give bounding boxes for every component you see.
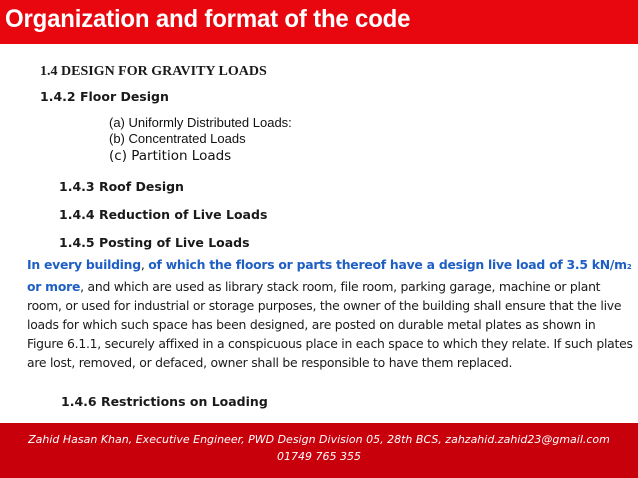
para-rest: , and which are used as library stack room, file room, parking garage, machine or plant room, or used for industrial or storage purposes, the owner of the building shall ensure that the live loads for which such space has been designed, are posted on durable metal plates as shown in Figure 6.1.1, securely affixed in a conspicuous place in each space to which they relate. If such plates are lost, removed, or defaced, owner shall be responsible to have them replaced. <box>27 279 633 370</box>
slide-title: Organization and format of the code <box>5 5 411 33</box>
section-heading-1-4-3: 1.4.3 Roof Design <box>59 179 184 194</box>
footer-text <box>0 431 638 465</box>
section-heading-1-4-5: 1.4.5 Posting of Live Loads <box>59 235 250 250</box>
list-item: (b) Concentrated Loads <box>109 131 246 146</box>
para-blue-3: or more <box>27 279 81 294</box>
posting-paragraph <box>27 255 633 372</box>
footer-bar <box>0 423 638 478</box>
list-item: (c) Partition Loads <box>109 148 232 164</box>
title-bar <box>0 0 638 44</box>
section-heading-1-4-4: 1.4.4 Reduction of Live Loads <box>59 207 268 222</box>
list-item: (a) Uniformly Distributed Loads: <box>109 115 292 130</box>
footer-phone-line: 01749 765 355 <box>277 450 361 463</box>
section-heading-1-4-2: 1.4.2 Floor Design <box>40 89 169 104</box>
para-black-1: , <box>140 257 149 272</box>
floor-design-list <box>109 115 292 166</box>
para-blue-2: of which the floors or parts thereof have a design live load of 3.5 kN/m <box>148 257 627 272</box>
section-heading-1-4-6: 1.4.6 Restrictions on Loading <box>61 394 268 409</box>
para-blue-1: In every building <box>27 257 141 272</box>
para-subscript: 2 <box>626 263 632 271</box>
section-heading-1-4: 1.4 DESIGN FOR GRAVITY LOADS <box>40 64 267 79</box>
footer-author-line: Zahid Hasan Khan, Executive Engineer, PWD Design Division 05, 28th BCS, zahzahid.zahid23@gmail.com <box>28 433 610 446</box>
